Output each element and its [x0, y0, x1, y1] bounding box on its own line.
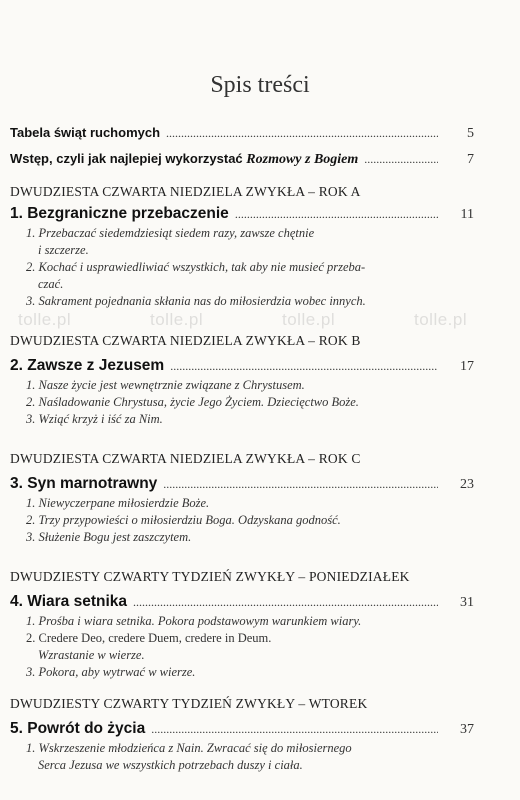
dot-leader	[364, 150, 438, 169]
chapter-title: 4. Wiara setnika	[10, 593, 128, 610]
page-title: Spis treści	[210, 72, 310, 98]
section-heading: DWUDZIESTY CZWARTY TYDZIEŃ ZWYKŁY – WTOREK	[10, 696, 368, 711]
subpoint: 2. Naśladowanie Chrystusa, życie Jego Życiem. Dziecięctwo Boże.	[26, 395, 359, 409]
toc-entry-movable-feasts[interactable]	[10, 123, 474, 143]
toc-entry-text: Tabela świąt ruchomych	[10, 125, 161, 140]
watermark: tolle.pl	[150, 310, 204, 329]
watermark: tolle.pl	[414, 310, 468, 329]
subpoint: 3. Służenie Bogu jest zaszczytem.	[26, 530, 192, 544]
subpoint: 2. Credere Deo, credere Duem, credere in Deum. Wzrastanie w wierze.	[26, 631, 272, 662]
subpoint: 3. Pokora, aby wytrwać w wierze.	[26, 665, 196, 679]
dot-leader	[151, 719, 438, 739]
page-number: 7	[467, 152, 474, 167]
chapter-title: 2. Zawsze z Jezusem	[10, 357, 165, 374]
section-heading: DWUDZIESTA CZWARTA NIEDZIELA ZWYKŁA – ROK A	[10, 184, 361, 199]
toc-chapter-4[interactable]	[10, 592, 474, 613]
chapter-title: 3. Syn marnotrawny	[10, 475, 158, 492]
subpoint: 1. Wskrzeszenie młodzieńca z Nain. Zwracać się do miłosiernego Serca Jezusa we wszystkich potrzebach duszy i ciała.	[26, 741, 352, 772]
dot-leader	[235, 204, 438, 224]
toc-entry-text	[10, 149, 358, 169]
page-number: 23	[460, 477, 474, 492]
section-heading: DWUDZIESTA CZWARTA NIEDZIELA ZWYKŁA – ROK C	[10, 451, 361, 466]
page-number: 5	[467, 126, 474, 141]
subpoint: 2. Trzy przypowieści o miłosierdziu Boga. Odzyskana godność.	[26, 513, 341, 527]
page-number: 31	[460, 595, 474, 610]
subpoint: 1. Prośba i wiara setnika. Pokora podstawowym warunkiem wiary.	[26, 614, 362, 628]
toc-chapter-5[interactable]	[10, 719, 474, 740]
chapter-title: 5. Powrót do życia	[10, 720, 146, 737]
subpoint: 3. Wziąć krzyż i iść za Nim.	[26, 412, 163, 426]
page-number: 17	[460, 359, 474, 374]
dot-leader	[163, 474, 438, 494]
subpoint: 1. Przebaczać siedemdziesiąt siedem razy, zawsze chętnie i szczerze.	[26, 226, 315, 257]
toc-chapter-3[interactable]	[10, 474, 474, 495]
subpoint: 2. Kochać i usprawiedliwiać wszystkich, tak aby nie musieć przeba- czać.	[26, 260, 366, 291]
toc-entry-text-italic: Rozmowy z Bogiem	[246, 152, 359, 167]
dot-leader	[133, 592, 438, 612]
toc-entry-text-prefix: Wstęp, czyli jak najlepiej wykorzystać	[10, 151, 247, 166]
toc-chapter-1[interactable]	[10, 204, 474, 225]
subpoint: 1. Nasze życie jest wewnętrznie związane z Chrystusem.	[26, 378, 305, 392]
watermark: tolle.pl	[18, 310, 72, 329]
section-heading: DWUDZIESTA CZWARTA NIEDZIELA ZWYKŁA – ROK B	[10, 333, 361, 348]
page-number: 37	[460, 722, 474, 737]
subpoint: 1. Niewyczerpane miłosierdzie Boże.	[26, 496, 210, 510]
table-of-contents	[10, 123, 474, 774]
toc-chapter-2[interactable]	[10, 356, 474, 377]
page-number: 11	[460, 207, 474, 222]
dot-leader	[170, 356, 438, 376]
toc-entry-introduction[interactable]	[10, 149, 474, 169]
dot-leader	[166, 124, 438, 143]
section-heading: DWUDZIESTY CZWARTY TYDZIEŃ ZWYKŁY – PONIEDZIAŁEK	[10, 569, 410, 584]
subpoint: 3. Sakrament pojednania skłania nas do miłosierdzia wobec innych.	[26, 294, 366, 308]
watermark: tolle.pl	[282, 310, 336, 329]
chapter-title: 1. Bezgraniczne przebaczenie	[10, 205, 229, 222]
